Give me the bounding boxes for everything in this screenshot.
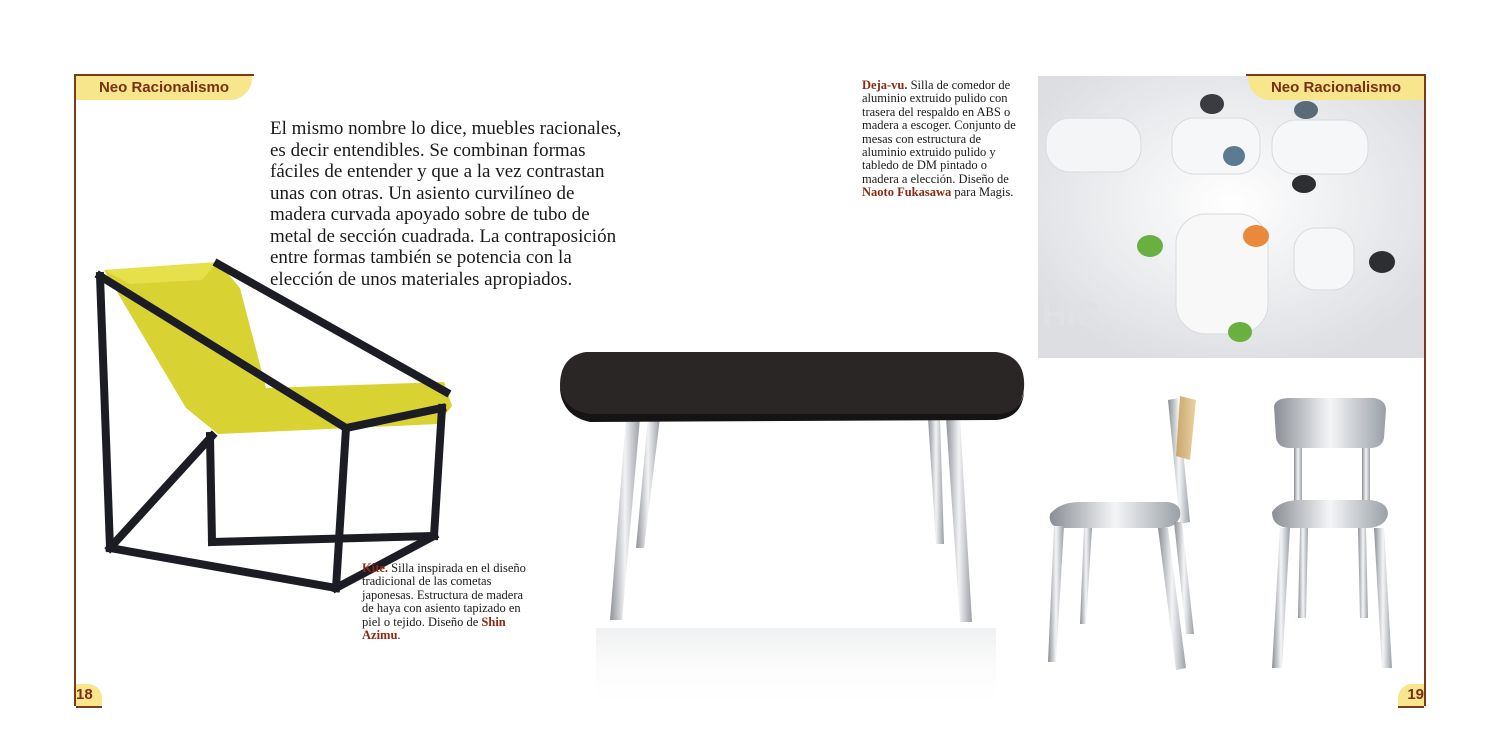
kite-caption-line: de haya con asiento tapizado en: [362, 601, 521, 616]
dejavu-caption: [862, 79, 1032, 200]
dejavu-product-name: Deja-vu.: [862, 78, 908, 92]
intro-line: metal de sección cuadrada. La contraposición: [270, 225, 617, 247]
dejavu-caption-line: mesas con estructura de: [862, 131, 982, 146]
dejavu-caption-end: para Magis.: [951, 185, 1014, 200]
right-page-number: 19: [1398, 684, 1424, 708]
intro-line: es decir entendibles. Se combinan formas: [270, 139, 586, 161]
chair-side-view: [1048, 396, 1196, 670]
dejavu-caption-line: trasera del respaldo en ABS o: [862, 104, 1011, 119]
right-section-tab: Neo Racionalismo: [1248, 74, 1424, 100]
dejavu-caption-line: madera a escoger. Conjunto de: [862, 118, 1016, 133]
intro-line: unas con otras. Un asiento curvilíneo de: [270, 182, 575, 204]
dejavu-table-image: [556, 348, 1028, 718]
dejavu-overhead-photo: [1038, 76, 1424, 358]
intro-line: fáciles de entender y que a la vez contrastan: [270, 161, 605, 182]
kite-caption: [362, 562, 532, 642]
kite-caption-end: .: [397, 628, 401, 643]
intro-line: El mismo nombre lo dice, muebles racionales,: [270, 118, 622, 139]
dejavu-caption-line: Silla de comedor de: [907, 78, 1011, 92]
chair-front-view: [1272, 398, 1392, 668]
intro-line: madera curvada apoyado sobre de tubo de: [270, 204, 590, 225]
left-page-number: 18: [76, 684, 102, 708]
kite-caption-line: piel o tejido. Diseño de: [362, 614, 482, 629]
kite-caption-line: japonesas. Estructura de madera: [362, 587, 524, 602]
kite-designer-last: Azimu: [362, 628, 398, 643]
dejavu-caption-line: tabledo de DM pintado o: [862, 158, 987, 173]
overhead-tables-illustration: [1038, 76, 1424, 358]
intro-line: entre formas también se potencia con la: [270, 247, 572, 268]
kite-product-name: Kite.: [362, 561, 389, 575]
dejavu-caption-line: aluminio extruido pulido y: [862, 145, 996, 160]
dejavu-chairs-image: [1040, 390, 1424, 710]
kite-caption-line: Silla inspirada en el diseño: [388, 561, 526, 575]
right-page-frame-right: [1424, 74, 1426, 706]
kite-chair-image: [90, 258, 460, 603]
dejavu-caption-line: aluminio extruido pulido con: [862, 91, 1008, 106]
kite-caption-line: tradicional de las cometas: [362, 574, 492, 589]
dejavu-designer: Naoto Fukasawa: [862, 185, 952, 200]
left-section-tab: Neo Racionalismo: [76, 74, 252, 100]
kite-designer-first: Shin: [481, 614, 506, 629]
left-page-frame-left: [74, 74, 76, 706]
intro-line: elección de unos materiales apropiados.: [270, 268, 573, 290]
svg-text:HIC: HIC: [1042, 296, 1101, 334]
dejavu-caption-line: madera a elección. Diseño de: [862, 171, 1009, 186]
